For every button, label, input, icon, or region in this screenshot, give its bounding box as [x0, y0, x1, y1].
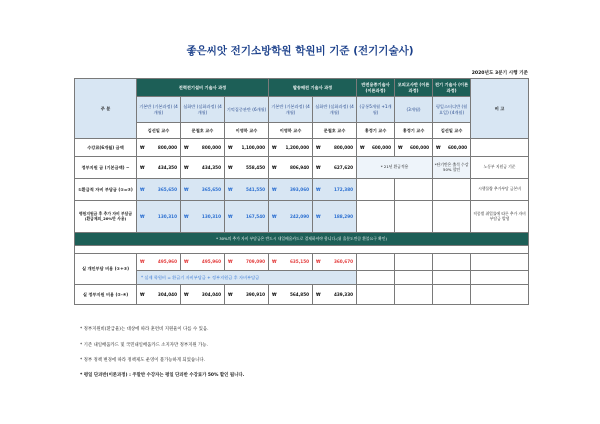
- won-sign: ₩: [228, 186, 233, 192]
- remark-header: 비 고: [471, 79, 529, 139]
- won-sign: ₩: [316, 164, 321, 170]
- table-row-refund: [75, 157, 529, 179]
- header-professor-row: [75, 123, 529, 139]
- amount: 172,380: [333, 186, 354, 192]
- remark-cell: 시행물량 추가부담 금본비: [471, 179, 529, 201]
- amount: 130,310: [201, 213, 221, 219]
- amount: 304,040: [201, 291, 221, 297]
- amount-cell: [269, 179, 313, 201]
- footnote: * 기존 내일배움카드 및 국민내일배움카드 소지자만 정부지원 가능.: [80, 343, 208, 348]
- professor-name: 김선일 교수: [433, 123, 471, 139]
- amount-cell: [313, 179, 357, 201]
- amount-cell: [181, 157, 225, 179]
- course-type: 기억집중관반 (6개월): [225, 97, 269, 123]
- won-sign: ₩: [140, 144, 145, 150]
- empty-cell: [395, 285, 433, 305]
- won-sign: ₩: [272, 291, 277, 297]
- won-sign: ₩: [140, 259, 145, 265]
- won-sign: ₩: [184, 291, 189, 297]
- empty-cell: [357, 271, 395, 285]
- won-sign: ₩: [140, 291, 145, 297]
- row-label: ①환급적 자비 부담금 (①=③): [75, 179, 137, 201]
- amount-cell: [181, 201, 225, 233]
- won-sign: ₩: [316, 144, 321, 150]
- amount-cell: [181, 139, 225, 157]
- amount-cell: [181, 285, 225, 305]
- amount-cell: [269, 254, 313, 271]
- amount-cell: [357, 139, 395, 157]
- won-sign: ₩: [316, 291, 321, 297]
- course-type: (공통5개월 +1개월): [357, 97, 395, 123]
- won-sign: ₩: [228, 144, 233, 150]
- amount-cell: [137, 157, 181, 179]
- amount: 800,000: [157, 144, 177, 150]
- amount-cell: [269, 285, 313, 305]
- amount-cell: [181, 254, 225, 271]
- won-sign: ₩: [140, 186, 145, 192]
- empty-cell: [433, 179, 471, 201]
- professor-name: 문철호 교수: [313, 123, 357, 139]
- table-row-extra-pay: [75, 201, 529, 233]
- formula-note: * 실제 학원비 = 환급기 자비부담금 + 정부지원금 후 자비부담금: [137, 271, 357, 285]
- remark-cell: [471, 271, 529, 285]
- amount: 1,200,000: [285, 144, 310, 150]
- won-sign: ₩: [398, 144, 403, 150]
- empty-cell: [357, 201, 395, 233]
- header-group-row: [75, 79, 529, 97]
- won-sign: ₩: [228, 164, 233, 170]
- won-sign: ₩: [184, 164, 189, 170]
- remark-cell: [471, 254, 529, 271]
- amount: 600,000: [447, 144, 468, 150]
- footnote: * 정부지원비(환급율)는 대상에 따라 훈련비 지원율이 다를 수 있음.: [80, 327, 209, 332]
- row-label: 정부지원 금 (기본금액) ~: [75, 157, 137, 179]
- won-sign: ₩: [228, 259, 233, 265]
- amount-cell: [269, 157, 313, 179]
- empty-cell: [357, 285, 395, 305]
- course-type: (3개월): [395, 97, 433, 123]
- amount: 434,350: [157, 164, 177, 170]
- remark-cell: [471, 285, 529, 305]
- page-title: 좋은씨앗 전기소방학원 학원비 기준 (전기기술사): [186, 45, 414, 57]
- table-row-gov-support: [75, 285, 529, 305]
- empty-cell: [395, 179, 433, 201]
- professor-name: 김선일 교수: [137, 123, 181, 139]
- amount-cell: [225, 139, 269, 157]
- amount-cell: [181, 179, 225, 201]
- professor-name: 홍정기 교수: [395, 123, 433, 139]
- amount-cell: [137, 139, 181, 157]
- row-label: 평원지원금 후 추가 자비 부담금 (환급제외_20%만 사용): [75, 201, 137, 233]
- spacer-cell: [75, 246, 529, 254]
- amount: 188,290: [333, 213, 354, 219]
- amount: 600,000: [409, 144, 430, 150]
- remark-cell: [471, 139, 529, 157]
- won-sign: ₩: [184, 186, 189, 192]
- amount: 800,000: [201, 144, 221, 150]
- amount: 627,620: [333, 164, 354, 170]
- amount: 130,310: [157, 213, 177, 219]
- won-sign: ₩: [272, 186, 277, 192]
- won-sign: ₩: [272, 144, 277, 150]
- won-sign: ₩: [436, 144, 441, 150]
- group-header: 모의고사반 (이론과정): [395, 79, 433, 97]
- won-sign: ₩: [316, 213, 321, 219]
- spacer-row: [75, 246, 529, 254]
- won-sign: ₩: [140, 213, 145, 219]
- header-course-row: [75, 97, 529, 123]
- professor-name: 이영하 교수: [225, 123, 269, 139]
- amount: 709,090: [245, 259, 266, 265]
- won-sign: ₩: [316, 186, 321, 192]
- amount: 393,060: [289, 186, 310, 192]
- empty-cell: [357, 254, 395, 271]
- empty-cell: [395, 271, 433, 285]
- amount: 360,670: [333, 259, 354, 265]
- amount: 304,040: [157, 291, 177, 297]
- row-label-header: 주 분: [75, 79, 137, 139]
- professor-name: 문철호 교수: [181, 123, 225, 139]
- remark-cell: 직종별 취업률에 따른 추가 자비 부담금 발생: [471, 201, 529, 233]
- course-type: 평일스터디반 (월요일) (4개월): [433, 97, 471, 123]
- amount: 495,960: [157, 259, 177, 265]
- footnote: * 평일 단과반(이론과정) : 주말반 수강자는 평일 단과반 수강료가 50% 할인 됩니다.: [80, 373, 245, 378]
- amount-cell: [225, 254, 269, 271]
- group-header: 전력전기설비 기술사 과정: [137, 79, 269, 97]
- amount-cell: [137, 179, 181, 201]
- amount-cell: [225, 201, 269, 233]
- amount: 800,000: [333, 144, 354, 150]
- remark-cell: 노동부 지원금 기준: [471, 157, 529, 179]
- group-header: 전기 기술사 (이론과정): [433, 79, 471, 97]
- amount: 600,000: [371, 144, 392, 150]
- amount-cell: [433, 139, 471, 157]
- amount-cell: [313, 254, 357, 271]
- group-header: 반전용종기술사 (이론과정): [357, 79, 395, 97]
- amount-cell: [395, 139, 433, 157]
- date-note: 2020년도 3분기 시행 기준: [471, 71, 528, 76]
- empty-cell: [433, 254, 471, 271]
- amount-cell: [313, 157, 357, 179]
- tuition-table: [74, 78, 529, 305]
- amount-cell: [313, 285, 357, 305]
- amount-cell: [313, 201, 357, 233]
- empty-cell: [433, 271, 471, 285]
- table-row-actual-cost: [75, 254, 529, 271]
- professor-name: 이영하 교수: [269, 123, 313, 139]
- amount: 635,150: [289, 259, 310, 265]
- empty-cell: [433, 201, 471, 233]
- amount: 242,090: [289, 213, 310, 219]
- won-sign: ₩: [360, 144, 365, 150]
- amount-cell: [269, 139, 313, 157]
- empty-cell: [395, 254, 433, 271]
- amount-cell: [225, 157, 269, 179]
- table-row-formula: [75, 271, 529, 285]
- won-sign: ₩: [140, 164, 145, 170]
- notice-band-row: [75, 233, 529, 246]
- won-sign: ₩: [272, 213, 277, 219]
- amount: 434,350: [201, 164, 221, 170]
- course-type: 심화반 (실화과정) (4개월): [313, 97, 357, 123]
- empty-cell: [395, 201, 433, 233]
- amount-cell: [137, 254, 181, 271]
- table-row-self-pay: [75, 179, 529, 201]
- won-sign: ₩: [228, 213, 233, 219]
- amount-cell: [137, 201, 181, 233]
- amount-cell: [137, 285, 181, 305]
- footnote: * 정부 정책 변경에 따라 정책제도 운영이 불가능하게 되었습니다.: [80, 358, 206, 363]
- won-sign: ₩: [272, 164, 277, 170]
- amount-cell: [313, 139, 357, 157]
- won-sign: ₩: [184, 259, 189, 265]
- amount: 365,650: [157, 186, 177, 192]
- amount-cell: [225, 285, 269, 305]
- amount: 558,450: [245, 164, 266, 170]
- won-sign: ₩: [228, 291, 233, 297]
- won-sign: ₩: [316, 259, 321, 265]
- amount: 365,650: [201, 186, 221, 192]
- amount: 495,960: [201, 259, 221, 265]
- row-label: 실 정부지원 비용 (②-④): [75, 285, 137, 305]
- won-sign: ₩: [184, 144, 189, 150]
- amount-cell: [269, 201, 313, 233]
- professor-name: 홍정기 교수: [357, 123, 395, 139]
- row-label: 수강료(6개월) 금액: [75, 139, 137, 157]
- amount: 806,940: [289, 164, 310, 170]
- amount: 390,910: [245, 291, 266, 297]
- group-header: 발송배전 기술사 과정: [269, 79, 357, 97]
- refund-note: * 21년 환급적용: [357, 157, 433, 179]
- amount: 564,850: [289, 291, 310, 297]
- empty-cell: [433, 285, 471, 305]
- discount-note: *단기반은 출석 수강 50% 할인: [433, 157, 471, 179]
- won-sign: ₩: [272, 259, 277, 265]
- amount: 167,540: [245, 213, 266, 219]
- won-sign: ₩: [184, 213, 189, 219]
- course-type: 기본반 (기본과정) (4개월): [269, 97, 313, 123]
- row-label: 실 개인부담 비용 (①+③): [75, 254, 137, 285]
- amount-cell: [225, 179, 269, 201]
- table-row-tuition: [75, 139, 529, 157]
- course-type: 기본반 (기본과정) (4개월): [137, 97, 181, 123]
- notice-band: * 30%의 추가 자비 부담금은 반드시 내일배움카드로 결제하셔야 합니다.(위 울분도만큼 환불요구 확인): [75, 233, 529, 246]
- empty-cell: [357, 179, 395, 201]
- amount: 1,100,000: [241, 144, 266, 150]
- amount: 439,330: [333, 291, 354, 297]
- course-type: 심화반 (실화과정) (4개월): [181, 97, 225, 123]
- amount: 541,550: [245, 186, 266, 192]
